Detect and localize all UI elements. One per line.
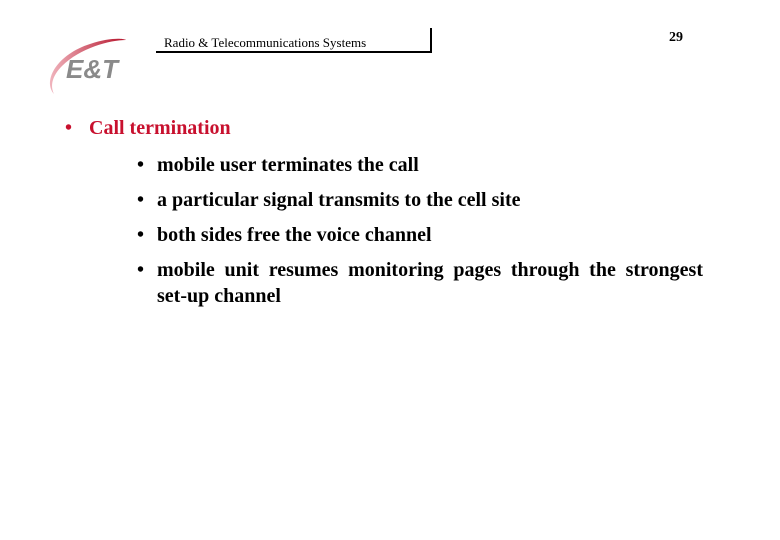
header-title: Radio & Telecommunications Systems — [164, 35, 367, 50]
list-item-text: a particular signal transmits to the cell site — [157, 189, 521, 211]
main-bullet — [65, 117, 231, 140]
list-item — [137, 152, 703, 178]
list-item-text: mobile unit resumes monitoring pages through the strongest set-up channel — [157, 259, 703, 307]
sub-bullet-list — [137, 152, 703, 318]
list-item — [137, 257, 703, 309]
bullet-symbol: • — [137, 259, 145, 281]
list-item-text: both sides free the voice channel — [157, 224, 432, 246]
section-heading: Call termination — [89, 117, 231, 139]
bullet-symbol: • — [137, 189, 145, 211]
logo-text: E&T — [66, 54, 118, 84]
list-item — [137, 222, 703, 248]
page-number: 29 — [669, 30, 683, 45]
bullet-symbol: • — [137, 154, 145, 176]
bullet-symbol: • — [137, 224, 145, 246]
list-item-text: mobile user terminates the call — [157, 154, 419, 176]
list-item — [137, 187, 703, 213]
bullet-symbol: • — [65, 117, 73, 139]
et-logo — [40, 32, 140, 102]
header-title-box — [156, 28, 432, 53]
